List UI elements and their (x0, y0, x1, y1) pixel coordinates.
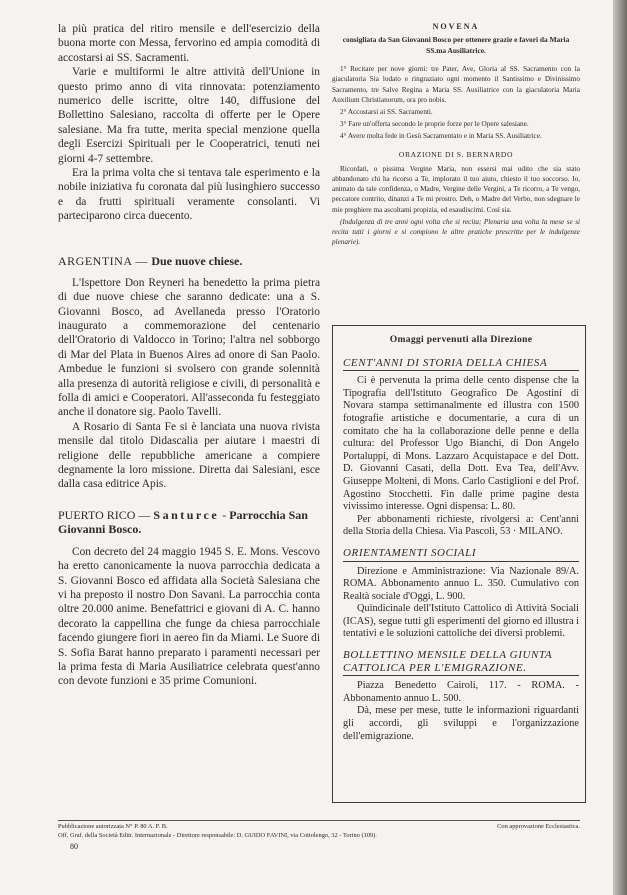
section-heading-puerto-rico: PUERTO RICO — Santurce - Parrocchia San Giovanni Bosco. (58, 507, 308, 537)
novena-title: NOVENA (432, 22, 480, 31)
novena-item: 2° Accostarsi ai SS. Sacramenti. (340, 108, 433, 117)
paragraph: L'Ispettore Don Reyneri ha benedetto la prima pietra di due nuove chiese che saranno dedicate: una a S. Giovanni Bosco, ad Avellaneda presso l'Oratorio inaugurato a commemorazione del centenario dell'Oratorio di Valdocco in Torino; l'altra nel sobborgo di Mar del Plata in Buenos Aires ad onore di San Paolo. Ambedue le funzioni si svolsero con grande solennità alla presenza di autorità religiose e civili, di personalità e folla di amici e Cooperatori. All'asseconda fu festeggiato anche il donatore sig. Paolo Tavelli. (58, 276, 320, 419)
oratio-text: Ricordati, o pissima Vergine Maria, non essersi mai udito che sia stato abbandonato chi ha ricorso a Te, implorato il tuo aiuto, chiesto il tuo soccorso. Io, animato da tale confidenza, o Madre, Vergine delle Vergini, a Te ricorro, a Te vengo, peccatore contrito, dinanzi a Te mi prostro. Deh, o Madre del Verbo, non sdegnare le mie preghiere ma ascoltami propizia, ed esaudiscimi. Così sia. (332, 164, 580, 214)
novena-item: 3° Fare un'offerta secondo le proprie forze per le Opere salesiane. (340, 120, 529, 129)
box-paragraph: Direzione e Amministrazione: Via Nazionale 89/A. ROMA. Abbonamento annuo L. 350. Cumulativo con Realtà sociale d'Oggi, L. 900. (343, 565, 579, 602)
novena-item: 4° Avere molta fede in Gesù Sacramentato e in Maria SS. Ausiliatrice. (340, 132, 542, 141)
box-paragraph: Piazza Benedetto Cairoli, 117. - ROMA. - Abbonamento annuo L. 500. (343, 680, 579, 704)
box-paragraph: Per abbonamenti richieste, rivolgersi a: Cent'anni della Storia della Chiesa. Via Pascoli, 53 · MILANO. (343, 513, 579, 538)
indulgence-note: (Indulgenza di tre anni ogni volta che si recita; Plenaria una volta la mese se si recita tutti i giorni e si compiono le altre pratiche prescritte per le indulgenze plenarie). (332, 217, 580, 247)
box-paragraph: Quindicinale dell'Istituto Cattolico di Attività Sociali (ICAS), segue tutti gli esperimenti del giorno ed illustra i tentativi e le soluzioni cattoliche dei diversi problemi. (343, 603, 579, 640)
novena-subtitle: consigliata da San Giovanni Bosco per ottenere grazie e favori da Maria SS.ma Ausiliatrice. (342, 35, 570, 55)
footer-printer: Off. Graf. della Società Editr. Internazionale - Direttore responsabile: D. GUIDO FAVINI, via Cottolengo, 32 - Torino (109). (58, 831, 377, 839)
section-subtitle: Due nuove chiese. (151, 253, 243, 268)
section-country: PUERTO RICO — (58, 507, 154, 522)
box-heading: CENT'ANNI DI STORIA DELLA CHIESA (343, 357, 579, 372)
section-subtitle: Parrocchia San Giovanni Bosco. (58, 507, 308, 537)
paragraph: Con decreto del 24 maggio 1945 S. E. Mons. Vescovo ha eretto canonicamente la nuova parrocchia dedicata a S. Giovanni Bosco ed affidata alla Società Salesiana che vi ha preposto il nostro Don Savani. La parrocchia conta oltre 20.000 anime. Benefattrici e giovani di A. C. hanno decorato la cappellina che funge da chiesa parrocchiale facendo giungere fiori in aereo fin da Miami. Le Suore di S. Sofia Barat hanno preparato i paramenti necessari per la prima festa di Maria Ausiliatrice celebrata quest'anno con devote funzioni e 35 prime Comunioni. (58, 545, 320, 688)
box-heading: BOLLETTINO MENSILE DELLA GIUNTA CATTOLICA PER L'EMIGRAZIONE. (343, 649, 579, 676)
novena-item: 1° Recitare per nove giorni: tre Pater, Ave, Gloria al SS. Sacramento con la giaculatoria Sia lodato e ringraziato ogni momento il Santissimo e Divinissimo Sacramento, tre Salve Regina a Maria SS. Ausiliatrice con la giaculatoria Maria Auxilium Christianorum, ora pro nobis. (332, 65, 580, 104)
paragraph: A Rosario di Santa Fe si è lanciata una nuova rivista mensile dal titolo Didascalia per aiutare i maestri di religione delle repubbliche americane a compiere degnamente la loro missione. Diretta dai Salesiani, esce dalla casa editrice Apis. (58, 420, 320, 491)
box-paragraph: Dà, mese per mese, tutte le informazioni riguardanti gli accordi, gli sviluppi e l'organizzazione dell'emigrazione. (343, 705, 579, 742)
box-heading: ORIENTAMENTI SOCIALI (343, 547, 579, 562)
page-number: 80 (70, 842, 78, 851)
gifts-box (332, 325, 586, 803)
section-country: ARGENTINA — (58, 253, 152, 268)
left-column (58, 22, 320, 689)
footer (58, 820, 580, 840)
section-city: Santurce (153, 507, 220, 522)
section-heading-argentina (58, 254, 320, 268)
footer-approval: Con approvazione Ecclesiastica. (497, 823, 580, 830)
box-paragraph: Ci è pervenuta la prima delle cento dispense che la Tipografia dell'Istituto Geografico De Agostini di Novara stampa settimanalmente ed illustra con 1500 fotografie artistiche e documentarie, a cura di un comitato che ha la collaborazione delle penne e della cultura: del Professor Ugo Bianchi, di Don Angelo Portaluppi, di Mons. Lazzaro Acquistapace e del Dott. D. Giovanni Casati, della Dott. Eva Tea, dell'Avv. Giuseppe Molteni, di Mons. Carlo Castiglioni e del Prof. Agostino Stocchetti. Fin dalle prime pagine desta vivissimo interesse. Ogni dispensa: L. 80. (343, 375, 579, 513)
oratio-title: ORAZIONE DI S. BERNARDO (398, 149, 514, 159)
paragraph: Era la prima volta che si tentava tale esperimento e la nobile iniziativa fu coronata dal più lusinghiero successo e da frutti spirituali veramente consolanti. Vi parteciparono circa duecento. (58, 167, 320, 223)
page-spine-shadow (613, 0, 627, 895)
paragraph: Varie e multiformi le altre attività dell'Unione in questo primo anno di vita rinnovata: potenziamento numerico delle iscritte, oltre 140, diffusione del Bollettino Salesiano, raccolta di offerte per le Opere salesiane. Ma fra tutte, merita special menzione quella degli Esercizi Spirituali per le Cooperatrici, tenuti nei giorni 4-7 settembre. (58, 66, 320, 165)
paragraph: la più pratica del ritiro mensile e dell'esercizio della buona morte con Messa, fervorino ed ampia comodità di accostarsi ai SS. Sacramenti. (58, 23, 320, 64)
box-title: Omaggi pervenuti alla Direzione (389, 334, 533, 345)
right-column (332, 22, 580, 249)
footer-authorization: Pubblicazione autorizzata N° P. 80 A. P. B. (58, 823, 168, 830)
